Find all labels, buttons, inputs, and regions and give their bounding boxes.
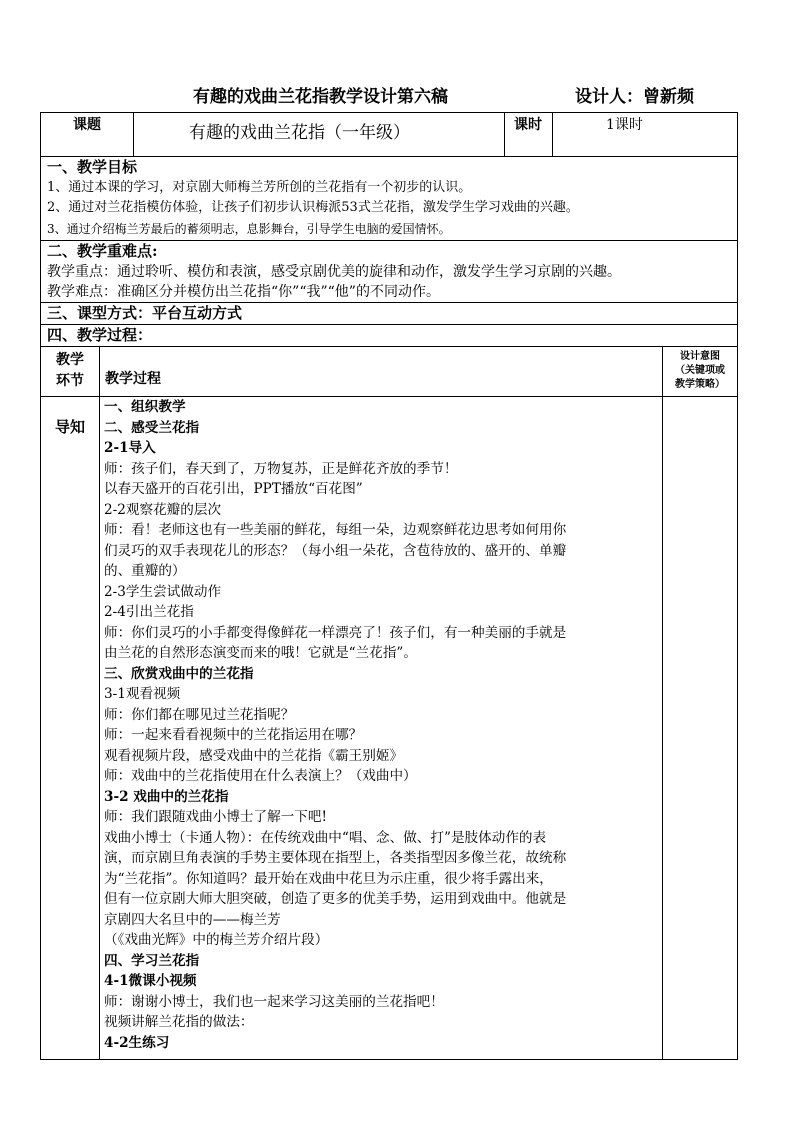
process-line: 4-1微课小视频	[104, 973, 197, 989]
lesson-type: 三、课型方式：平台互动方式	[47, 304, 243, 322]
process-line: 师：你们灵巧的小手都变得像鲜花一样漂亮了！孩子们，有一种美丽的手就是	[104, 624, 567, 641]
key-points-heading: 二、教学重难点:	[47, 242, 158, 260]
stage-name: 导知	[54, 418, 85, 436]
objective-item: 3、通过介绍梅兰芳最后的蓄须明志，息影舞台，引导学生电脑的爱国情怀。	[47, 221, 451, 236]
hours-value: 1课时	[606, 117, 643, 133]
designer-label: 设计人：	[575, 87, 643, 107]
objective-item: 1、通过本课的学习，对京剧大师梅兰芳所创的兰花指有一个初步的认识。	[47, 179, 472, 195]
process-line: 们灵巧的双手表现花儿的形态？（每小组一朵花，含苞待放的、盛开的、单瓣	[104, 542, 567, 559]
objectives-section	[41, 157, 737, 241]
process-line: 三、欣赏戏曲中的兰花指	[104, 665, 254, 682]
process-body-row	[41, 397, 737, 1059]
process-line: 但有一位京剧大师大胆突破，创造了更多的优美手势，运用到戏曲中。他就是	[104, 891, 567, 907]
designer-name: 曾新频	[643, 87, 694, 107]
process-line: 师：我们跟随戏曲小博士了解一下吧!	[104, 809, 327, 825]
process-line: （《戏曲光辉》中的梅兰芳介绍片段）	[104, 932, 329, 948]
process-line: 师：看！老师这也有一些美丽的鲜花，每组一朵，边观察鲜花边思考如何用你	[104, 522, 567, 538]
process-line: 四、学习兰花指	[104, 952, 200, 969]
objectives-heading: 一、教学目标	[47, 158, 138, 176]
hours-label: 课时	[514, 117, 542, 133]
process-line: 以春天盛开的百花引出，PPT播放“百花图”	[104, 481, 363, 497]
document-header	[0, 82, 794, 106]
difficulty-text: 教学难点：准确区分并模仿出兰花指“你”“我”“他”的不同动作。	[47, 284, 440, 300]
objective-item: 2、通过对兰花指模仿体验，让孩子们初步认识梅派53式兰花指，激发学生学习戏曲的兴趣。	[47, 200, 579, 215]
stage-column-header: 教学 环节	[56, 352, 84, 389]
document-title: 有趣的戏曲兰花指教学设计第六稿	[193, 87, 448, 107]
column-header-row	[41, 347, 737, 397]
process-heading-row	[41, 325, 737, 347]
intent-column-header: 设计意图 （关键项或 教学策略）	[675, 351, 725, 390]
process-heading: 四、教学过程：	[47, 326, 153, 344]
process-line: 2-4引出兰花指	[104, 604, 194, 620]
lesson-plan-table	[40, 112, 738, 1060]
process-line: 2-1导入	[104, 440, 156, 456]
process-line: 3-1观看视频	[104, 686, 181, 702]
process-line: 师：一起来看看视频中的兰花指运用在哪？	[104, 727, 363, 743]
process-line: 2-2观察花瓣的层次	[104, 501, 222, 518]
process-line: 师：孩子们，春天到了，万物复苏，正是鲜花齐放的季节！	[104, 460, 458, 477]
process-line: 4-2生练习	[104, 1034, 170, 1051]
process-column-header: 教学过程	[105, 371, 161, 387]
process-line: 二、感受兰花指	[104, 419, 200, 436]
process-line: 师：谢谢小博士，我们也一起来学习这美丽的兰花指吧！	[104, 993, 444, 1010]
process-line: 京剧四大名旦中的——梅兰芳	[104, 911, 281, 928]
process-content	[104, 397, 566, 1053]
process-line: 由兰花的自然形态演变而来的哦！它就是“兰花指”。	[104, 645, 417, 661]
key-point-text: 教学重点：通过聆听、模仿和表演，感受京剧优美的旋律和动作，激发学生学习京剧的兴趣。	[47, 263, 621, 280]
process-line: 师：戏曲中的兰花指使用在什么表演上？（戏曲中）	[104, 768, 417, 784]
process-line: 一、组织教学	[104, 399, 186, 415]
process-line: 师：你们都在哪见过兰花指呢？	[104, 706, 295, 723]
topic-value: 有趣的戏曲兰花指（一年级）	[189, 123, 410, 143]
lesson-type-section	[41, 303, 737, 325]
process-line: 观看视频片段，感受戏曲中的兰花指《霸王别姬》	[104, 747, 404, 764]
process-line: 演，而京剧旦角表演的手势主要体现在指型上，各类指型因多像兰花，故统称	[104, 850, 567, 866]
process-line: 的、重瓣的）	[104, 563, 186, 579]
key-points-section	[41, 241, 737, 303]
process-line: 3-2 戏曲中的兰花指	[104, 788, 229, 805]
course-row	[41, 113, 737, 157]
process-line: 戏曲小博士（卡通人物）：在传统戏曲中“唱、念、做、打”是肢体动作的表	[104, 829, 547, 846]
process-line: 2-3学生尝试做动作	[104, 583, 222, 600]
process-line: 视频讲解兰花指的做法：	[104, 1014, 254, 1030]
designer-info	[575, 82, 694, 107]
topic-label: 课题	[73, 117, 101, 133]
process-line: 为“兰花指”。你知道吗？最开始在戏曲中花旦为示庄重，很少将手露出来，	[104, 870, 553, 887]
